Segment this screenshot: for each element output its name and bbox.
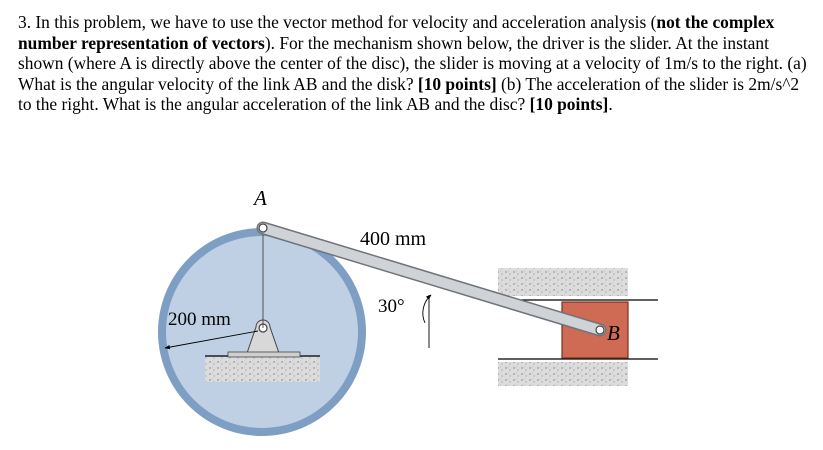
points-a: [10 points]: [417, 73, 497, 94]
problem-bold-1: not the complex number representation of vectors: [18, 12, 775, 53]
link-length-label: 400 mm: [360, 228, 427, 250]
angle-label: 30°: [378, 296, 405, 317]
pin-b: [596, 326, 604, 334]
problem-text-3: (b) The acceleration of the slider is 2m/s^2 to the right. What is the angular acceleration of the link AB and the disc?: [18, 73, 800, 114]
pin-a: [259, 224, 267, 232]
ground-disc: [205, 357, 320, 382]
problem-text-1: 3. In this problem, we have to use the vector method for velocity and acceleration analysis (: [18, 12, 657, 32]
problem-text-4: .: [608, 94, 613, 114]
problem-text-2: ). For the mechanism shown below, the driver is the slider. At the instant shown (where A is directly above the center of the disc), the slider is moving at a velocity of 1m/s to the right. (a) What is the angular velocity of the link AB and the disk?: [18, 32, 807, 94]
angle-arc: [423, 295, 431, 323]
ground-slider-bottom: [498, 362, 628, 386]
disc-radius-label: 200 mm: [168, 309, 231, 330]
ground-slider-top: [498, 268, 628, 296]
point-a-label: A: [254, 186, 267, 210]
point-b-label: B: [607, 321, 620, 345]
points-b: [10 points]: [529, 94, 609, 114]
